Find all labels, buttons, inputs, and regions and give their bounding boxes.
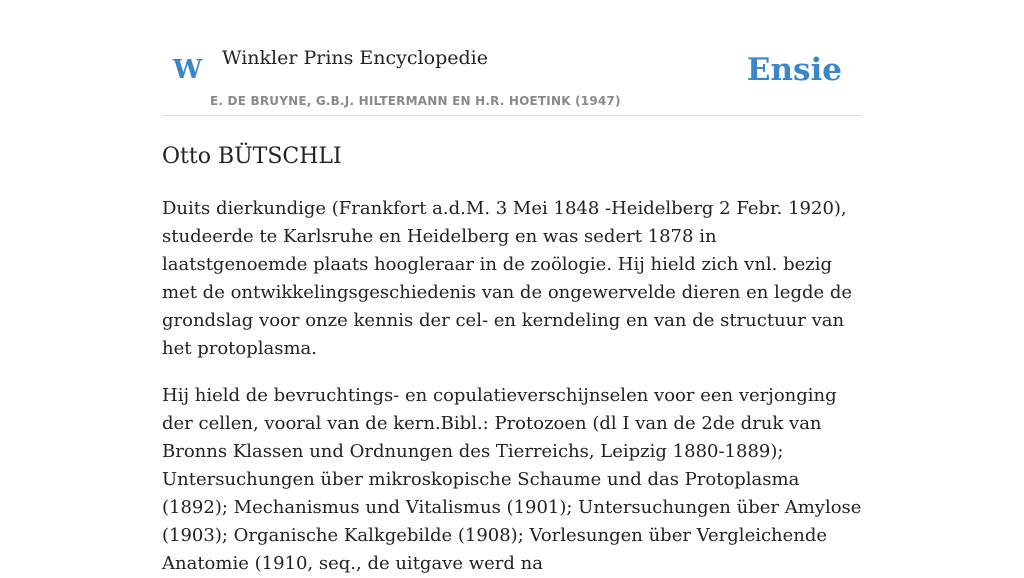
source-header xyxy=(162,0,862,116)
source-title[interactable]: Winkler Prins Encyclopedie xyxy=(222,47,488,69)
ensie-logo-link[interactable]: Ensie xyxy=(746,52,842,88)
source-authors: E. DE BRUYNE, G.B.J. HILTERMANN EN H.R. HOETINK (1947) xyxy=(210,94,621,108)
article-paragraph: Hij hield de bevruchtings- en copulatieverschijnselen voor een verjonging der cellen, vooral van de kern.Bibl.: Protozoen (dl I van de 2de druk van Bronns Klassen und Ordnungen des Tierreichs, Leipzig 1880-1889); Untersuchungen über mikroskopische Schaume und das Protoplasma (1892); Mechanismus und Vitalismus (1901); Untersuchungen über Amylose (1903); Organische Kalkgebilde (1908); Vorlesungen über Vergleichende Anatomie (1910, seq., de uitgave werd na xyxy=(162,385,862,574)
winkler-prins-logo-icon[interactable]: W xyxy=(173,55,203,85)
entry-title: Otto BÜTSCHLI xyxy=(162,144,342,169)
article-page xyxy=(162,0,862,574)
article-paragraph: Duits dierkundige (Frankfort a.d.M. 3 Mei 1848 -Heidelberg 2 Febr. 1920), studeerde te Karlsruhe en Heidelberg en was sedert 1878 in laatstgenoemde plaats hoogleraar in de zoölogie. Hij hield zich vnl. bezig met de ontwikkelingsgeschiedenis van de ongewervelde dieren en legde de grondslag voor onze kennis der cel- en kerndeling en van de structuur van het protoplasma. xyxy=(162,198,853,359)
